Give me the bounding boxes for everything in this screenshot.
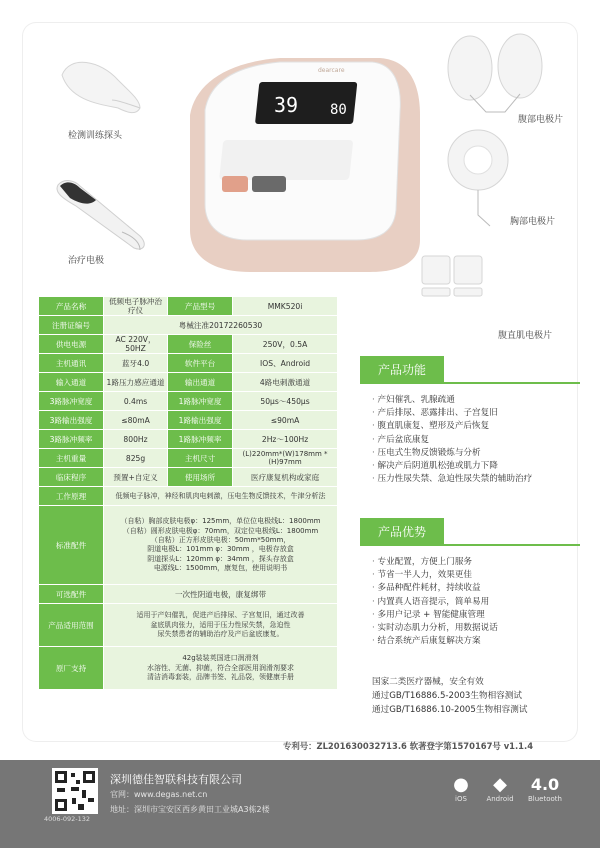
spec-value: 1路压力感应通道 xyxy=(104,373,167,391)
spec-key: 原厂支持 xyxy=(39,647,103,689)
functions-title: 产品功能 xyxy=(360,356,444,384)
table-row xyxy=(39,604,337,646)
spec-key: 1路输出强度 xyxy=(168,411,232,429)
list-item: · 产后排尿、恶露排出、子宫复旧 xyxy=(372,407,532,420)
device-brand: dearcare xyxy=(318,67,345,74)
spec-value: (L)220mm*(W)178mm *(H)97mm xyxy=(233,449,337,467)
table-row xyxy=(39,354,337,372)
spec-line: （自粘）圆形皮肤电极φ：70mm，双定位电极线L：1800mm xyxy=(122,526,319,535)
device-image xyxy=(190,58,420,272)
spec-key: 工作原理 xyxy=(39,487,103,505)
spec-value: 一次性阴道电极，康复绑带 xyxy=(104,585,337,603)
advantages-title: 产品优势 xyxy=(360,518,444,546)
spec-key: 标准配件 xyxy=(39,506,103,584)
website[interactable]: 官网：www.degas.net.cn xyxy=(110,790,208,799)
advantages-list xyxy=(372,556,498,648)
spec-value: MMK520i xyxy=(233,297,337,315)
abdomen-electrodes-image xyxy=(448,34,542,112)
chest-label: 胸部电极片 xyxy=(510,217,556,227)
spec-value: 800Hz xyxy=(104,430,167,448)
table-row xyxy=(39,449,337,467)
spec-line: 水溶性、无菌、抑菌，符合全部医用润滑剂要求 xyxy=(147,663,294,672)
phone-number: 4006-092-132 xyxy=(44,815,91,823)
android-icon: ◆ xyxy=(493,774,507,795)
list-item: · 解决产后阴道肌松弛或肌力下降 xyxy=(372,460,532,473)
spec-line: 盆底肌肉张力，适用于压力性尿失禁，急迫性 xyxy=(150,620,291,629)
list-item: · 压力性尿失禁、急迫性尿失禁的辅助治疗 xyxy=(372,473,532,486)
functions-list xyxy=(372,394,532,486)
list-item: · 节省一半人力，效果更佳 xyxy=(372,569,498,582)
spec-line: 尿失禁患者的辅助治疗及产后盆底康复。 xyxy=(157,630,284,639)
table-row xyxy=(39,430,337,448)
spec-value: 0.4ms xyxy=(104,392,167,410)
bluetooth-icon: 4.0 xyxy=(530,775,560,794)
spec-key: 临床程序 xyxy=(39,468,103,486)
android-label: Android xyxy=(486,795,514,803)
spec-key: 3路输出强度 xyxy=(39,411,103,429)
abdomen-label: 腹部电极片 xyxy=(518,115,564,125)
spec-key: 保险丝 xyxy=(168,335,232,353)
spec-key: 主机重量 xyxy=(39,449,103,467)
spec-value: 医疗康复机构或家庭 xyxy=(233,468,337,486)
spec-value: ≤80mA xyxy=(104,411,167,429)
spec-value: ≤90mA xyxy=(233,411,337,429)
spec-key: 供电电源 xyxy=(39,335,103,353)
list-item: · 实时动态肌力分析，用数据说话 xyxy=(372,622,498,635)
spec-value xyxy=(104,647,337,689)
spec-line: 适用于产妇催乳，促进产后排尿、子宫复旧，通过改善 xyxy=(136,611,305,620)
probe-image xyxy=(62,62,140,112)
patent-line: 专利号：ZL201630032713.6 软著登字第1570167号 v1.1.4 xyxy=(283,741,534,751)
spec-line: （自粘）胸部皮肤电极φ：125mm，单位位电极线L：1800mm xyxy=(120,517,321,526)
electrode-image xyxy=(57,181,144,250)
table-row xyxy=(39,392,337,410)
list-item: · 产后盆底康复 xyxy=(372,434,532,447)
spec-line: 阴道探头L：120mm φ：34mm ，探头存放盒 xyxy=(147,554,294,563)
table-row xyxy=(39,335,337,353)
spec-line: 清洁消毒套装，品牌书签、礼品袋，领健康手册 xyxy=(147,673,294,682)
spec-value: AC 220V，50HZ xyxy=(104,335,167,353)
table-row xyxy=(39,373,337,391)
spec-line: 电源线L：1500mm，康复包，使用说明书 xyxy=(153,564,288,573)
spec-line: （自粘）正方形皮肤电极：50mm*50mm， xyxy=(150,536,291,544)
cert-item: 国家二类医疗器械，安全有效 xyxy=(372,677,484,687)
spec-key: 使用场所 xyxy=(168,468,232,486)
list-item: · 内置真人语音提示，简单易用 xyxy=(372,596,498,609)
cert-item: 通过GB/T16886.10-2005生物相容测试 xyxy=(372,705,528,715)
spec-line: 42g装装英国进口润滑剂 xyxy=(182,654,259,663)
spec-value: 粤械注准20172260530 xyxy=(104,316,337,334)
spec-key: 可选配件 xyxy=(39,585,103,603)
spec-key: 软件平台 xyxy=(168,354,232,372)
spec-key: 产品名称 xyxy=(39,297,103,315)
spec-value: IOS、Android xyxy=(233,354,337,372)
table-row xyxy=(39,585,337,603)
list-item: · 结合系统产后康复解决方案 xyxy=(372,635,498,648)
rectus-label: 腹直肌电极片 xyxy=(498,331,553,341)
qr-code-icon xyxy=(52,768,98,814)
spec-value: 2Hz～100Hz xyxy=(233,430,337,448)
spec-value: 低频电子脉冲治疗仪 xyxy=(104,297,167,315)
spec-value: 825g xyxy=(104,449,167,467)
spec-value: 蓝牙4.0 xyxy=(104,354,167,372)
spec-key: 产品型号 xyxy=(168,297,232,315)
list-item: · 多用户记录 + 智能健康管理 xyxy=(372,609,498,622)
spec-line: 阴道电极L：101mm φ：30mm ，电极存放盒 xyxy=(147,545,294,554)
table-row xyxy=(39,487,337,505)
electrode-label: 治疗电极 xyxy=(68,256,105,266)
spec-value: 预置+自定义 xyxy=(104,468,167,486)
spec-value: 低频电子脉冲，神经和肌肉电刺激，压电生物反馈技术，牛津分析法 xyxy=(104,487,337,505)
spec-table xyxy=(38,296,338,690)
list-item: · 产妇催乳、乳腺疏通 xyxy=(372,394,532,407)
rectus-electrodes-image xyxy=(422,256,482,296)
list-item: · 腹直肌康复、塑形及产后恢复 xyxy=(372,420,532,433)
spec-key: 1路脉冲频率 xyxy=(168,430,232,448)
list-item: · 压电式生物反馈锻炼与分析 xyxy=(372,447,532,460)
company-name: 深圳德佳智联科技有限公司 xyxy=(110,773,242,786)
spec-key: 输出通道 xyxy=(168,373,232,391)
probe-label: 检测训练探头 xyxy=(68,131,123,141)
table-row xyxy=(39,506,337,584)
apple-icon: ● xyxy=(453,774,469,795)
chest-electrodes-image xyxy=(448,130,508,226)
table-row xyxy=(39,297,337,315)
list-item: · 多品种配件耗材，持续收益 xyxy=(372,582,498,595)
bluetooth-label: Bluetooth xyxy=(528,795,562,803)
spec-value: 250V，0.5A xyxy=(233,335,337,353)
spec-key: 3路脉冲宽度 xyxy=(39,392,103,410)
spec-key: 注册证编号 xyxy=(39,316,103,334)
spec-key: 输入通道 xyxy=(39,373,103,391)
display-left: 39 xyxy=(274,93,299,117)
table-row xyxy=(39,647,337,689)
table-row xyxy=(39,468,337,486)
cert-item: 通过GB/T16886.5-2003生物相容测试 xyxy=(372,691,522,701)
spec-value xyxy=(104,604,337,646)
address: 地址：深圳市宝安区西乡黄田工业城A3栋2楼 xyxy=(110,805,270,814)
spec-value xyxy=(104,506,337,584)
display-right: 80 xyxy=(330,102,347,118)
spec-key: 产品适用范围 xyxy=(39,604,103,646)
spec-value: 50μs～450μs xyxy=(233,392,337,410)
spec-key: 主机尺寸 xyxy=(168,449,232,467)
spec-key: 3路脉冲频率 xyxy=(39,430,103,448)
list-item: · 专业配置，方便上门服务 xyxy=(372,556,498,569)
spec-key: 主机通讯 xyxy=(39,354,103,372)
ios-label: iOS xyxy=(455,795,467,803)
spec-value: 4路电刺激通道 xyxy=(233,373,337,391)
table-row xyxy=(39,411,337,429)
spec-key: 1路脉冲宽度 xyxy=(168,392,232,410)
table-row xyxy=(39,316,337,334)
